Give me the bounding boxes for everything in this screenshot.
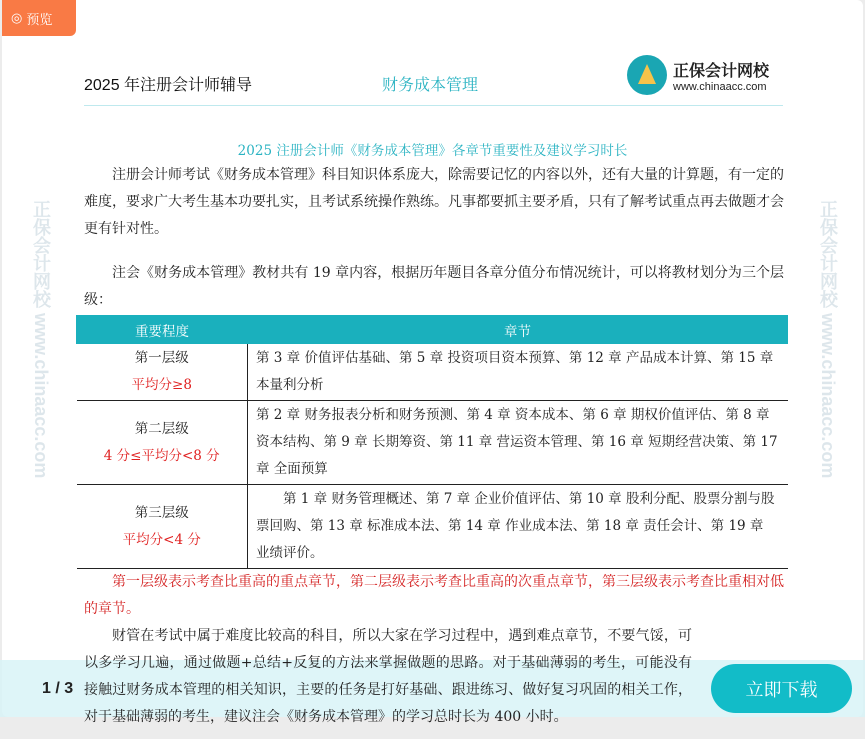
table-row: 第二层级 4 分≤平均分<8 分 第 2 章 财务报表分析和财务预测、第 4 章 资本成本、第 6 章 期权价值评估、第 8 章 资本结构、第 9 章 长期筹资、第 11 章 营运资本管理、第 16 章 短期经营决策、第 17 章 全面预算	[77, 401, 788, 485]
paragraph-wrap	[84, 623, 784, 731]
doc-title: 2025 注册会计师《财务成本管理》各章节重要性及建议学习时长	[237, 143, 628, 159]
header-subject: 财务成本管理	[382, 77, 479, 94]
watermark: 正保会计网校 www.chinaacc.com	[31, 200, 51, 479]
logo: 正保会计网校 www.chinaacc.com	[627, 55, 769, 95]
page-indicator: 1 / 3	[42, 680, 74, 697]
table-row: 第一层级 平均分≥8 第 3 章 价值评估基础、第 5 章 投资项目资本预算、第 12 章 产品成本计算、第 15 章 本量利分析	[77, 344, 788, 401]
chapter-table: 重要程度 章节 第一层级 平均分≥8 第 3 章 价值评估基础、第 5 章 投资项目资本预算、第 12 章 产品成本计算、第 15 章 本量利分析 第二层级 4 分≤平均分<8 分 第 2 章 财务报表分析和财务预测、第 4 章 资本成本、第 6 章 期权价值评估、第 8 章 资本结构、第 9 章 长期筹资、第 11 章 营运资本管理、第 16 章 短期经营决策、第 17 章 全面预算 第三层级 平均分<4 分 第 1 章 财务管理概述、第 7 章 企业价值评估、第 10 章 股利分配、股票分割与股票回购、第 13 章 标准成本法、第 14 章 作业成本法、第 18 章 责任会计、第 19 章 业绩评价。	[76, 315, 788, 569]
preview-badge: ◎ 预览	[2, 0, 76, 36]
table-row: 第三层级 平均分<4 分 第 1 章 财务管理概述、第 7 章 企业价值评估、第 10 章 股利分配、股票分割与股票回购、第 13 章 标准成本法、第 14 章 作业成本法、第 18 章 责任会计、第 19 章 业绩评价。	[77, 485, 788, 569]
paragraph: 财管在考试中属于难度比较高的科目，所以大家在学习过程中，遇到难点章节，不要气馁，可以多学习几遍，通过做题+总结+反复的方法来掌握做题的思路。对于基础薄弱的考生，可能没有接触过财务成本管理的相关知识，主要的任务是打好基础、跟进练习、做好复习巩固的相关工作，对于基础薄弱的考生，建议注会《财务成本管理》的学习总时长为 400 小时。	[84, 628, 692, 725]
logo-icon	[627, 55, 667, 95]
header-divider	[84, 105, 783, 106]
paragraph: 注会《财务成本管理》教材共有 19 章内容，根据历年题目各章分值分布情况统计，可以将教材划分为三个层级：	[84, 265, 784, 308]
header-left: 2025 年注册会计师辅导	[84, 77, 253, 94]
watermark: 正保会计网校 www.chinaacc.com	[818, 200, 838, 479]
document-content	[84, 141, 784, 739]
download-button[interactable]: 立即下载	[711, 664, 852, 713]
note: 第一层级表示考查比重高的重点章节，第二层级表示考查比重高的次重点章节，第三层级表示考查比重相对低的章节。	[84, 574, 784, 617]
paragraph: 注册会计师考试《财务成本管理》科目知识体系庞大，除需要记忆的内容以外，还有大量的计算题，有一定的难度，要求广大考生基本功要扎实，且考试系统操作熟练。凡事都要抓主要矛盾，只有了解考试重点再去做题才会更有针对性。	[84, 167, 784, 237]
eye-icon: ◎	[11, 10, 23, 25]
